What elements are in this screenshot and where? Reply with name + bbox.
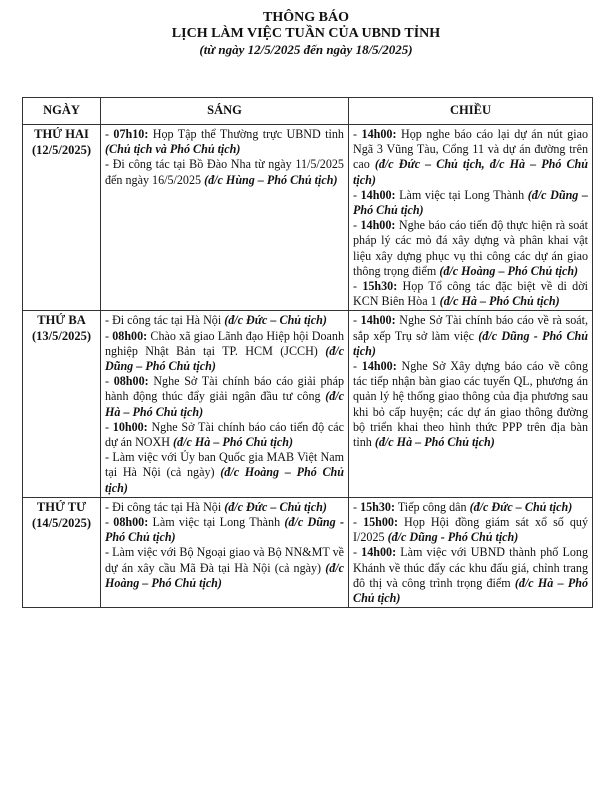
schedule-body — [23, 125, 593, 608]
item-assignee-text: (đ/c Đức – Chủ tịch) — [224, 499, 327, 514]
schedule-item: - 08h00: Chào xã giao Lãnh đạo Hiệp hội Doanh nghiệp Nhật Bản tại TP. HCM (JCCH) (đ/c Dũng – Phó Chủ tịch) — [105, 328, 345, 374]
schedule-item: - 10h00: Nghe Sở Tài chính báo cáo tiến độ các dự án NOXH (đ/c Hà – Phó Chủ tịch) — [105, 419, 344, 450]
item-time: 10h00: — [112, 419, 148, 434]
item-time: 14h00: — [361, 359, 397, 374]
item-assignee — [105, 142, 240, 156]
schedule-item: - 14h00: Nghe báo cáo tiến độ thực hiện rà soát pháp lý các mỏ đá xây dựng và phân khai vật liệu xây dựng phục vụ thi công các dự án giao thông trọng điểm (đ/c Hoàng – Phó Chủ tịch) — [353, 218, 588, 278]
column-header-day: NGÀY — [23, 98, 101, 125]
item-text: Họp nghe báo cáo lại dự án nút giao Ngã 3 Vũng Tàu, Cổng 11 và dự án đường trên cao — [353, 127, 589, 172]
item-time: 15h30: — [360, 499, 396, 514]
item-time: 14h00: — [360, 187, 396, 202]
item-time: 08h00: — [113, 374, 149, 389]
day-name: THỨ TƯ — [36, 499, 87, 514]
item-assignee-text: (đ/c Hoàng – Phó Chủ tịch) — [105, 560, 344, 590]
table-header-row — [23, 98, 593, 125]
schedule-item: - Đi công tác tại Hà Nội (đ/c Đức – Chủ tịch) — [105, 499, 327, 514]
item-assignee-text: (đ/c Dũng - Phó Chủ tịch) — [353, 328, 588, 358]
schedule-item: - 08h00: Nghe Sở Tài chính báo cáo giải pháp hành động thúc đẩy giải ngân đầu tư công (đ/c Hà – Phó Chủ tịch) — [105, 374, 344, 419]
day-date: (13/5/2025) — [31, 329, 92, 344]
schedule-item: - 07h10: Họp Tập thể Thường trực UBND tỉnh (Chủ tịch và Phó Chủ tịch) — [105, 127, 344, 157]
afternoon-cell — [349, 311, 593, 497]
item-text: Nghe Sở Tài chính báo cáo tiến độ các dự án NOXH — [105, 419, 344, 450]
item-time: 08h00: — [113, 515, 149, 530]
item-assignee-text: (đ/c Đức – Chủ tịch, đ/c Hà – Phó Chủ tịch) — [353, 157, 588, 187]
item-text: Tiếp công dân — [395, 499, 470, 514]
schedule-item: - 15h30: Tiếp công dân (đ/c Đức – Chủ tịch) — [353, 499, 573, 514]
item-time: 14h00: — [361, 127, 397, 141]
column-header-afternoon: CHIỀU — [349, 98, 593, 125]
item-assignee-text: (Chủ tịch và Phó Chủ tịch) — [105, 142, 241, 157]
item-assignee — [224, 500, 327, 514]
schedule-item: - Đi công tác tại Bồ Đào Nha từ ngày 11/5/2025 đến ngày 16/5/2025 (đ/c Hùng – Phó Chủ tịch) — [105, 157, 344, 187]
item-assignee — [204, 173, 337, 187]
item-assignee-text: (đ/c Hà – Phó Chủ tịch) — [374, 435, 495, 450]
day-date: (14/5/2025) — [31, 515, 92, 530]
table-row — [23, 311, 593, 497]
item-time: 14h00: — [361, 545, 397, 560]
document-header — [0, 10, 612, 58]
item-assignee-text: (đ/c Dũng – Phó Chủ tịch) — [105, 343, 344, 374]
item-text: Nghe báo cáo tiến độ thực hiện rà soát pháp lý các mỏ đá xây dựng và phân khai vật liệu xây dựng phục vụ thi công các dự án giao thông trọng điểm — [353, 218, 588, 278]
item-assignee-text: (đ/c Dũng - Phó Chủ tịch) — [105, 515, 344, 545]
item-assignee — [224, 313, 327, 327]
table-row — [23, 125, 593, 311]
item-assignee — [375, 435, 495, 449]
schedule-table — [22, 97, 593, 608]
schedule-item: - 08h00: Làm việc tại Long Thành (đ/c Dũng - Phó Chủ tịch) — [105, 515, 344, 545]
schedule-item: - 15h00: Họp Hội đồng giám sát xổ số quý I/2025 (đ/c Dũng - Phó Chủ tịch) — [353, 515, 588, 545]
item-assignee — [470, 500, 573, 514]
item-text: Họp Hội đồng giám sát xổ số quý I/2025 — [353, 515, 588, 545]
date-range: (từ ngày 12/5/2025 đến ngày 18/5/2025) — [199, 42, 413, 57]
schedule-item: - 14h00: Làm việc tại Long Thành (đ/c Dũng – Phó Chủ tịch) — [353, 187, 588, 218]
item-text: Làm việc tại Long Thành — [395, 187, 528, 202]
schedule-item: - 14h00: Làm việc với UBND thành phố Long Khánh về thúc đẩy các khu đấu giá, chỉnh trang đô thị và công trình trọng điểm (đ/c Hà – Phó Chủ tịch) — [353, 545, 588, 606]
item-assignee-text: (đ/c Hà – Phó Chủ tịch) — [439, 294, 560, 309]
afternoon-cell — [349, 125, 593, 311]
document-subtitle: LỊCH LÀM VIỆC TUẦN CỦA UBND TỈNH — [171, 26, 441, 41]
item-time: 14h00: — [360, 313, 396, 328]
item-text: Nghe Sở Tài chính báo cáo giải pháp hành động thúc đẩy giải ngân đầu tư công — [105, 374, 344, 404]
table-row — [23, 497, 593, 607]
item-assignee — [353, 157, 588, 186]
document-title: THÔNG BÁO — [263, 10, 349, 25]
item-time: 15h00: — [363, 515, 399, 530]
item-assignee-text: (đ/c Dũng - Phó Chủ tịch) — [387, 530, 519, 545]
morning-cell — [101, 497, 349, 607]
item-time: 14h00: — [360, 218, 396, 233]
day-name: THỨ HAI — [34, 127, 89, 141]
item-assignee-text: (đ/c Đức – Chủ tịch) — [469, 499, 573, 514]
item-time: 15h30: — [362, 279, 398, 294]
column-header-morning: SÁNG — [101, 98, 349, 125]
item-assignee-text: (đ/c Hoàng – Phó Chủ tịch) — [105, 465, 344, 495]
item-text: Làm việc tại Long Thành — [148, 515, 285, 530]
item-text: Đi công tác tại Hà Nội — [112, 313, 225, 328]
item-time: 07h10: — [113, 127, 149, 141]
morning-cell — [101, 311, 349, 497]
item-text: Nghe Sở Tài chính báo cáo về rà soát, sắp xếp Trụ sở làm việc — [353, 313, 588, 343]
day-cell — [23, 311, 101, 497]
item-text: Làm việc với Bộ Ngoại giao và Bộ NN&MT về dự án xây cầu Mã Đà tại Hà Nội (cả ngày) — [105, 545, 344, 575]
schedule-item: - Làm việc với Ủy ban Quốc gia MAB Việt Nam tại Hà Nội (cả ngày) (đ/c Hoàng – Phó Chủ tịch) — [105, 450, 345, 495]
day-date: (12/5/2025) — [31, 143, 92, 157]
day-cell — [23, 125, 101, 311]
day-cell — [23, 497, 101, 607]
item-time: 08h00: — [112, 328, 148, 343]
item-text: Đi công tác tại Bồ Đào Nha từ ngày 11/5/2025 đến ngày 16/5/2025 — [105, 157, 344, 187]
item-assignee-text: (đ/c Đức – Chủ tịch) — [224, 313, 327, 328]
schedule-item: - 14h00: Nghe Sở Xây dựng báo cáo về công tác tiếp nhận bàn giao các tuyến QL, phương án quản lý hệ thống giao thông của địa phương sau khi bỏ cấp huyện; các dự án giao thông đường bộ triển khai theo hình thức PPP trên địa bàn tỉnh (đ/c Hà – Phó Chủ tịch) — [353, 359, 588, 450]
schedule-item: - Đi công tác tại Hà Nội (đ/c Đức – Chủ tịch) — [105, 313, 327, 328]
item-assignee — [440, 294, 560, 308]
item-text: Nghe Sở Xây dựng báo cáo về công tác tiếp nhận bàn giao các tuyến QL, phương án quản lý hệ thống giao thông của địa phương sau khi bỏ cấp huyện; các dự án giao thông đường bộ triển khai theo hình thức PPP trên địa bàn tỉnh — [353, 359, 588, 450]
item-text: Họp Tập thể Thường trực UBND tỉnh — [148, 127, 344, 141]
item-assignee — [439, 264, 578, 278]
day-name: THỨ BA — [37, 313, 86, 328]
item-assignee-text: (đ/c Dũng – Phó Chủ tịch) — [353, 187, 588, 218]
schedule-item: - 14h00: Nghe Sở Tài chính báo cáo về rà soát, sắp xếp Trụ sở làm việc (đ/c Dũng - Phó Chủ tịch) — [353, 313, 588, 358]
afternoon-cell — [349, 497, 593, 607]
item-text: Đi công tác tại Hà Nội — [112, 499, 225, 514]
item-assignee-text: (đ/c Hùng – Phó Chủ tịch) — [204, 172, 338, 187]
item-assignee-text: (đ/c Hà – Phó Chủ tịch) — [105, 389, 344, 419]
item-text: Chào xã giao Lãnh đạo Hiệp hội Doanh nghiệp Nhật Bản tại TP. HCM (JCCH) — [105, 328, 345, 358]
schedule-item: - 15h30: Họp Tổ công tác đặc biệt về di dời KCN Biên Hòa 1 (đ/c Hà – Phó Chủ tịch) — [353, 279, 588, 309]
item-text: Làm việc với UBND thành phố Long Khánh về thúc đẩy các khu đấu giá, chỉnh trang đô thị và công trình trọng điểm — [353, 545, 588, 590]
schedule-item: - Làm việc với Bộ Ngoại giao và Bộ NN&MT về dự án xây cầu Mã Đà tại Hà Nội (cả ngày) (đ/c Hoàng – Phó Chủ tịch) — [105, 545, 344, 590]
item-text: Làm việc với Ủy ban Quốc gia MAB Việt Nam tại Hà Nội (cả ngày) — [105, 450, 345, 480]
item-text: Họp Tổ công tác đặc biệt về di dời KCN Biên Hòa 1 — [353, 279, 588, 309]
item-assignee — [388, 530, 519, 544]
item-assignee-text: (đ/c Hoàng – Phó Chủ tịch) — [439, 263, 579, 278]
item-assignee-text: (đ/c Hà – Phó Chủ tịch) — [173, 435, 293, 450]
item-assignee — [173, 435, 293, 449]
schedule-item: - 14h00: Họp nghe báo cáo lại dự án nút giao Ngã 3 Vũng Tàu, Cổng 11 và dự án đường trên cao (đ/c Đức – Chủ tịch, đ/c Hà – Phó Chủ tịch) — [353, 127, 589, 187]
item-assignee-text: (đ/c Hà – Phó Chủ tịch) — [353, 575, 588, 606]
morning-cell — [101, 125, 349, 311]
